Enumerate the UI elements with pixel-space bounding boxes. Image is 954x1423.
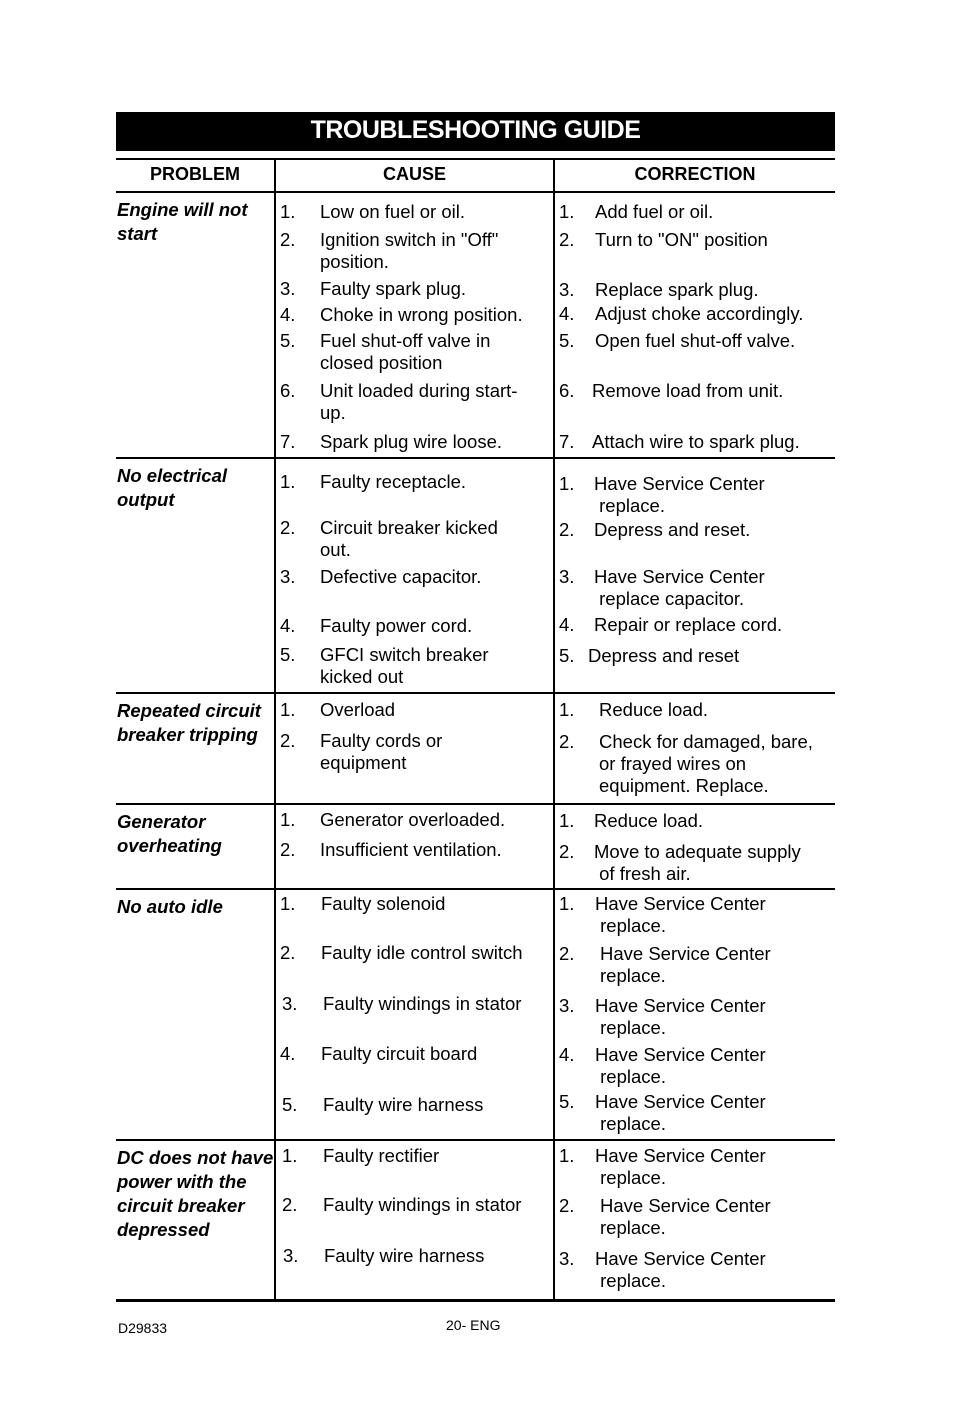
item-text: Open fuel shut-off valve. (595, 330, 796, 351)
item-number: 1. (280, 471, 296, 492)
item-number: 2. (280, 517, 296, 538)
cause-cell (274, 805, 553, 888)
item-number: 5. (559, 645, 575, 666)
item-text: Turn to "ON" position (595, 229, 768, 250)
correction-cell (553, 459, 835, 692)
item-text: Faulty wire harness (324, 1245, 485, 1266)
item-number: 5. (559, 1091, 575, 1112)
item-number: 1. (280, 809, 296, 830)
item-text: GFCI switch breaker kicked out (320, 644, 489, 687)
item-text: Have Service Center replace. (595, 1145, 766, 1188)
table-row (116, 694, 835, 805)
page-title: TROUBLESHOOTING GUIDE (116, 112, 835, 151)
item-number: 3. (280, 278, 296, 299)
item-number: 1. (559, 893, 575, 914)
item-text: Move to adequate supply of fresh air. (594, 841, 801, 884)
item-text: Faulty receptacle. (320, 471, 467, 492)
item-text: Faulty circuit board (321, 1043, 478, 1064)
problem-cell: DC does not have power with the circuit breaker depressed (117, 1147, 274, 1240)
item-text: Depress and reset (588, 645, 740, 666)
item-number: 3. (282, 993, 298, 1014)
item-number: 2. (559, 731, 575, 752)
table-header (116, 158, 835, 193)
item-text: Reduce load. (594, 810, 704, 831)
item-number: 4. (280, 304, 296, 325)
correction-cell (553, 1141, 835, 1299)
item-text: Faulty cords or equipment (320, 730, 443, 773)
item-text: Have Service Center replace. (595, 1044, 766, 1087)
troubleshooting-table (116, 158, 835, 1302)
problem-cell: Repeated circuit breaker tripping (117, 700, 261, 745)
item-number: 1. (559, 473, 575, 494)
item-text: Have Service Center replace. (594, 473, 765, 516)
item-text: Defective capacitor. (320, 566, 482, 587)
item-number: 7. (280, 431, 296, 452)
item-number: 4. (280, 615, 296, 636)
correction-cell (553, 694, 835, 803)
item-text: Add fuel or oil. (595, 201, 714, 222)
correction-cell (553, 805, 835, 888)
item-text: Have Service Center replace. (595, 1248, 766, 1291)
item-text: Ignition switch in "Off" position. (320, 229, 499, 272)
cause-cell (274, 1141, 553, 1299)
item-text: Remove load from unit. (592, 380, 784, 401)
problem-cell: Engine will not start (117, 199, 248, 244)
item-number: 4. (280, 1043, 296, 1064)
problem-cell: Generator overheating (117, 811, 222, 856)
item-number: 6. (280, 380, 296, 401)
item-text: Faulty windings in stator (323, 993, 522, 1014)
item-number: 2. (559, 841, 575, 862)
item-number: 3. (559, 995, 575, 1016)
item-number: 2. (282, 1194, 298, 1215)
correction-cell (553, 890, 835, 1139)
item-text: Faulty spark plug. (320, 278, 467, 299)
item-text: Have Service Center replace. (595, 1091, 766, 1134)
item-text: Have Service Center replace. (600, 1195, 771, 1238)
item-text: Repair or replace cord. (594, 614, 783, 635)
item-text: Low on fuel or oil. (320, 201, 466, 222)
item-number: 3. (559, 566, 575, 587)
item-text: Faulty solenoid (321, 893, 446, 914)
item-text: Circuit breaker kicked out. (320, 517, 498, 560)
cause-cell (274, 890, 553, 1139)
item-text: Faulty power cord. (320, 615, 473, 636)
cause-cell (274, 459, 553, 692)
item-number: 1. (559, 1145, 575, 1166)
item-number: 4. (559, 614, 575, 635)
item-number: 5. (280, 330, 296, 351)
item-number: 6. (559, 380, 575, 401)
table-row (116, 193, 835, 459)
item-number: 2. (559, 519, 575, 540)
item-number: 3. (280, 566, 296, 587)
cause-cell (274, 694, 553, 803)
item-number: 5. (280, 644, 296, 665)
item-text: Unit loaded during start- up. (320, 380, 518, 423)
item-text: Replace spark plug. (595, 279, 759, 300)
item-number: 1. (280, 699, 296, 720)
item-text: Faulty idle control switch (321, 942, 523, 963)
table-row (116, 890, 835, 1141)
item-text: Generator overloaded. (320, 809, 506, 830)
item-text: Faulty windings in stator (323, 1194, 522, 1215)
item-text: Adjust choke accordingly. (595, 303, 804, 324)
cause-cell (274, 193, 553, 457)
item-number: 2. (559, 229, 575, 250)
problem-cell: No electrical output (117, 465, 228, 510)
item-text: Reduce load. (599, 699, 709, 720)
item-text: Have Service Center replace. (595, 893, 766, 936)
item-text: Choke in wrong position. (320, 304, 523, 325)
table-row (116, 1141, 835, 1302)
item-number: 1. (280, 201, 296, 222)
item-number: 1. (280, 893, 296, 914)
item-number: 1. (559, 699, 575, 720)
item-number: 3. (559, 1248, 575, 1269)
problem-cell: No auto idle (117, 896, 223, 917)
item-text: Spark plug wire loose. (320, 431, 503, 452)
item-number: 7. (559, 431, 575, 452)
table-row (116, 805, 835, 890)
item-text: Have Service Center replace. (600, 943, 771, 986)
item-text: Insufficient ventilation. (320, 839, 502, 860)
item-number: 3. (559, 279, 575, 300)
page-number: 20- ENG (446, 1317, 501, 1333)
item-text: Have Service Center replace. (595, 995, 766, 1038)
item-number: 2. (280, 839, 296, 860)
item-number: 2. (559, 1195, 575, 1216)
item-number: 4. (559, 303, 575, 324)
item-number: 5. (282, 1094, 298, 1115)
item-number: 2. (280, 730, 296, 751)
item-number: 2. (280, 942, 296, 963)
item-text: Depress and reset. (594, 519, 751, 540)
header-problem: PROBLEM (150, 164, 240, 184)
item-number: 2. (559, 943, 575, 964)
item-number: 2. (280, 229, 296, 250)
table-row (116, 459, 835, 694)
item-text: Fuel shut-off valve in closed position (320, 330, 491, 373)
item-number: 5. (559, 330, 575, 351)
item-text: Attach wire to spark plug. (592, 431, 800, 452)
item-text: Check for damaged, bare, or frayed wires on equipment. Replace. (599, 731, 813, 796)
item-text: Faulty wire harness (323, 1094, 484, 1115)
item-text: Have Service Center replace capacitor. (594, 566, 765, 609)
header-correction: CORRECTION (553, 160, 835, 191)
item-text: Faulty rectifier (323, 1145, 440, 1166)
item-number: 3. (283, 1245, 299, 1266)
item-number: 4. (559, 1044, 575, 1065)
item-number: 1. (559, 201, 575, 222)
item-number: 1. (282, 1145, 298, 1166)
header-cause: CAUSE (274, 160, 553, 191)
item-number: 1. (559, 810, 575, 831)
document-number: D29833 (118, 1320, 168, 1336)
table-body (116, 193, 835, 1302)
correction-cell (553, 193, 835, 457)
item-text: Overload (320, 699, 396, 720)
